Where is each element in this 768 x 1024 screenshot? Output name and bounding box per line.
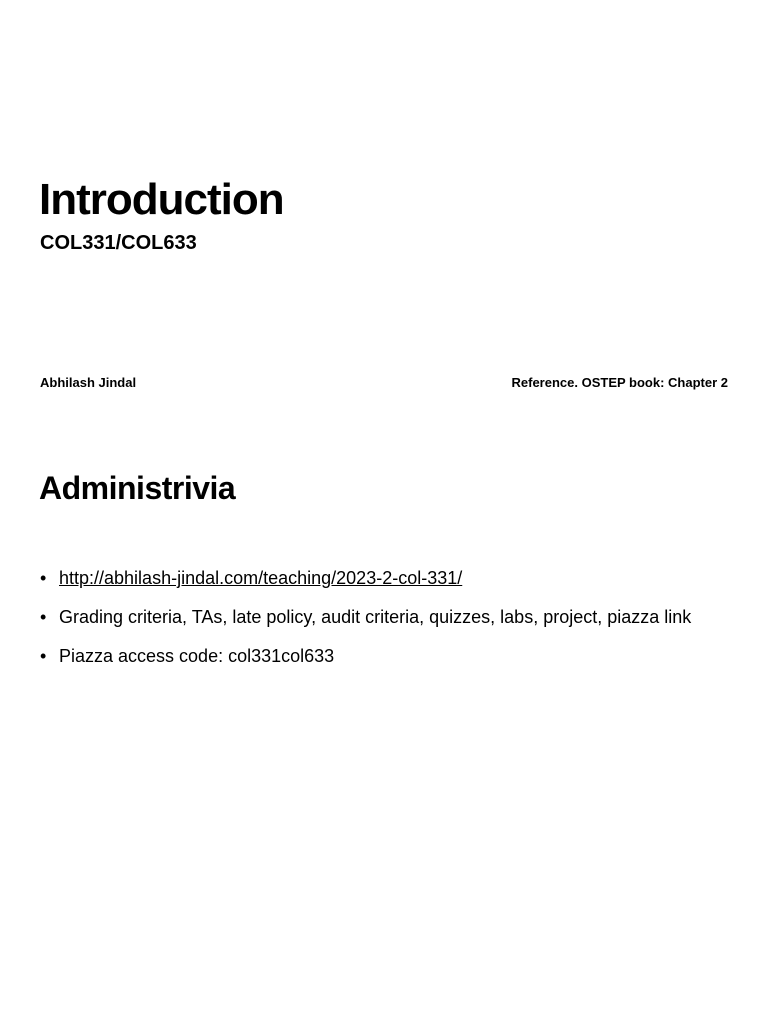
slide-heading: Administrivia — [39, 470, 236, 506]
course-website-link[interactable]: http://abhilash-jindal.com/teaching/2023-2-col-331/ — [59, 568, 463, 588]
bullet-list — [40, 568, 720, 685]
title-slide — [0, 0, 768, 430]
bullet-icon: • — [40, 646, 47, 666]
slide-title: Introduction — [39, 175, 284, 224]
reference-note: Reference. OSTEP book: Chapter 2 — [511, 375, 728, 390]
author-name: Abhilash Jindal — [40, 375, 137, 390]
bullet-icon: • — [40, 568, 47, 588]
course-code: COL331/COL633 — [40, 232, 197, 254]
list-item — [40, 646, 720, 666]
bullet-icon: • — [40, 607, 47, 627]
list-item-text: Grading criteria, TAs, late policy, audit criteria, quizzes, labs, project, piazza link — [59, 607, 692, 627]
list-item — [40, 607, 720, 627]
administrivia-slide — [0, 430, 768, 1024]
list-item-text: Piazza access code: col331col633 — [59, 646, 335, 666]
list-item — [40, 568, 720, 588]
